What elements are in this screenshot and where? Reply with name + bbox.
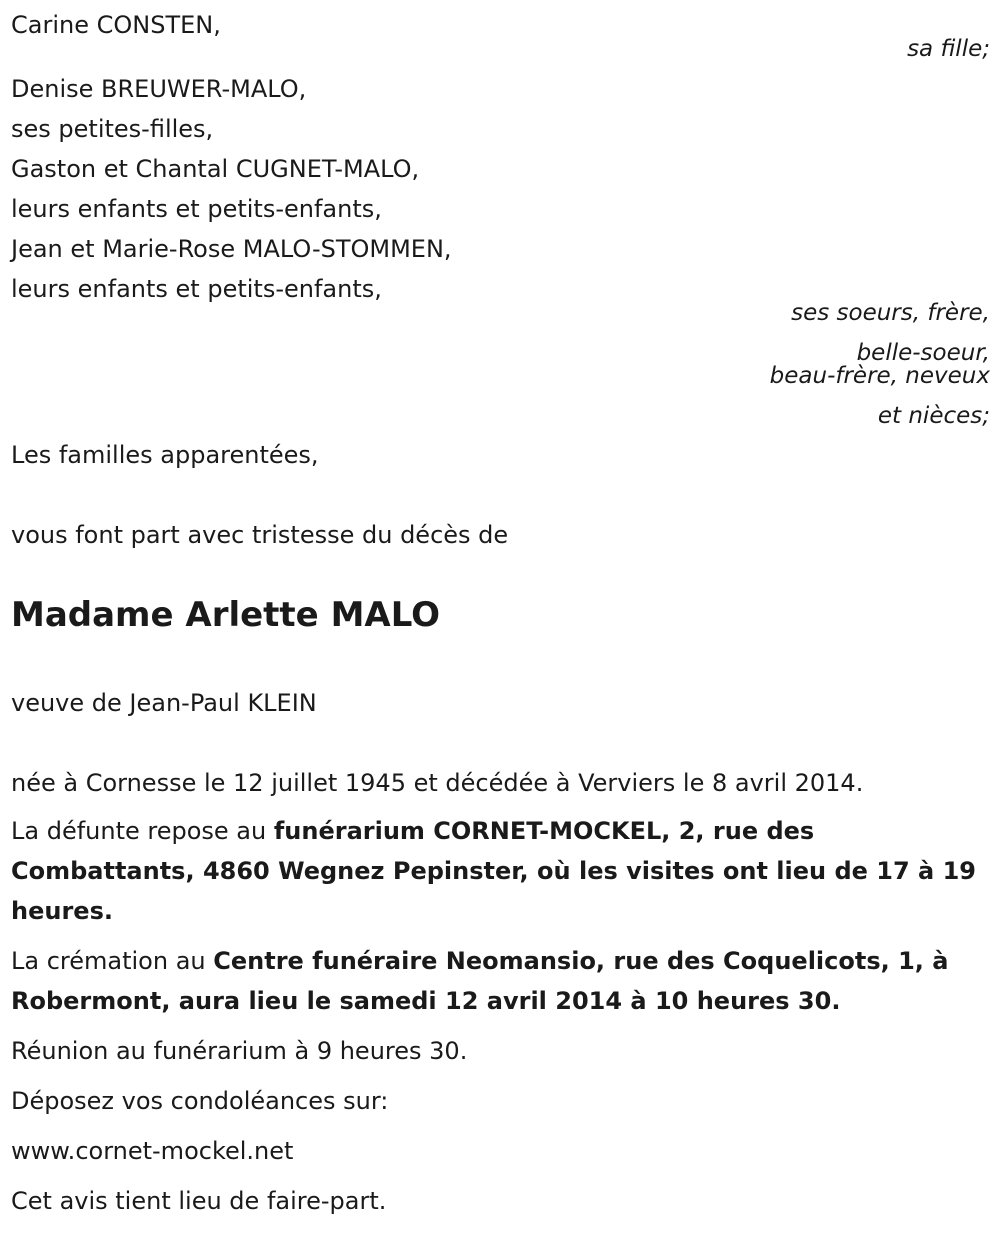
- repose-paragraph: [11, 811, 986, 931]
- relation-siblings-c: beau-frère, neveux: [769, 363, 990, 389]
- deceased-name: Madame Arlette MALO: [11, 595, 441, 635]
- relation-siblings-a: ses soeurs, frère,: [791, 300, 990, 326]
- website-link[interactable]: www.cornet-mockel.net: [11, 1137, 294, 1165]
- notice-line: Cet avis tient lieu de faire-part.: [11, 1187, 387, 1215]
- cremation-paragraph: [11, 941, 986, 1021]
- family-line-children-2: leurs enfants et petits-enfants,: [11, 275, 382, 303]
- cremation-details: Centre funéraire Neomansio, rue des Coquelicots, 1, à Robermont, aura lieu le samedi 12 avril 2014 à 10 heures 30.: [11, 947, 949, 1015]
- reunion-line: Réunion au funérarium à 9 heures 30.: [11, 1037, 468, 1065]
- family-line-gaston: Gaston et Chantal CUGNET-MALO,: [11, 155, 420, 183]
- family-line-granddaughters: ses petites-filles,: [11, 115, 214, 143]
- birth-death-dates: née à Cornesse le 12 juillet 1945 et décédée à Verviers le 8 avril 2014.: [11, 769, 864, 797]
- relation-daughter: sa fille;: [907, 36, 990, 62]
- cremation-prefix: La crémation au: [11, 947, 214, 975]
- widow-of: veuve de Jean-Paul KLEIN: [11, 689, 317, 717]
- family-line-jean: Jean et Marie-Rose MALO-STOMMEN,: [11, 235, 452, 263]
- repose-details: funérarium CORNET-MOCKEL, 2, rue des Combattants, 4860 Wegnez Pepinster, où les visites ont lieu de 17 à 19 heures.: [11, 817, 976, 925]
- family-line-daughter: Carine CONSTEN,: [11, 11, 221, 39]
- family-line-denise: Denise BREUWER-MALO,: [11, 75, 307, 103]
- relation-siblings-b: belle-soeur,: [856, 340, 990, 366]
- condolences-line: Déposez vos condoléances sur:: [11, 1087, 389, 1115]
- announcement-intro: vous font part avec tristesse du décès de: [11, 521, 509, 549]
- repose-prefix: La défunte repose au: [11, 817, 274, 845]
- relation-siblings-d: et nièces;: [877, 403, 990, 429]
- family-line-children-1: leurs enfants et petits-enfants,: [11, 195, 382, 223]
- family-line-related: Les familles apparentées,: [11, 441, 319, 469]
